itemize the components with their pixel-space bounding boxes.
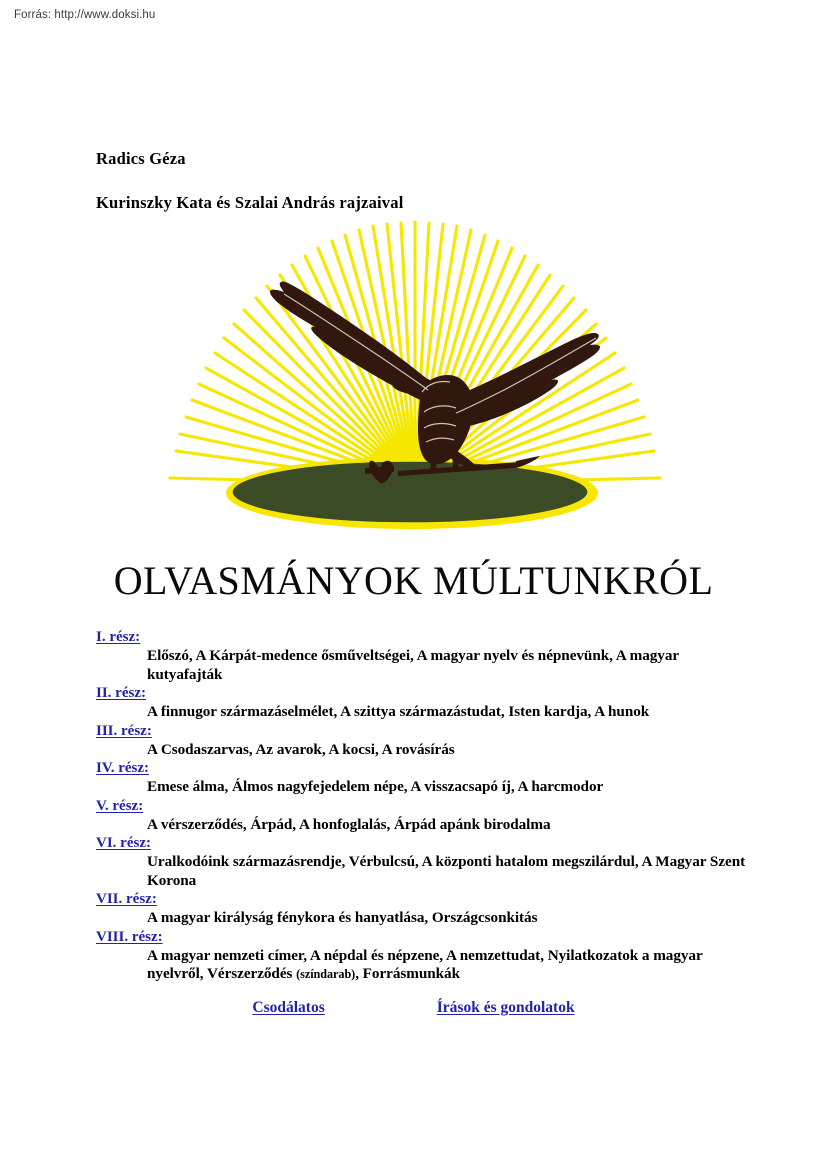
author-name: Radics Géza [96,149,186,168]
toc-entry-5 [96,797,746,835]
toc-entry-4 [96,759,746,797]
toc-link-part-3[interactable]: III. rész: [96,722,152,739]
toc-desc-part-8-note: (színdarab) [296,967,356,981]
footer-link-csodalatos[interactable]: Csodálatos [252,999,325,1016]
page-title: OLVASMÁNYOK MÚLTUNKRÓL [113,558,714,603]
toc-entry-6 [96,834,746,890]
toc-desc-part-8-text-a: A magyar nemzeti címer, A népdal és népzene, A nemzettudat, Nyilatkozatok a magyar nyelvről, Vérszerződés [147,946,703,982]
toc-desc-part-6: Uralkodóink származásrendje, Vérbulcsú, A központi hatalom megszilárdul, A Magyar Szent Korona [147,853,746,889]
toc-desc-part-5: A vérszerződés, Árpád, A honfoglalás, Árpád apánk birodalma [147,815,551,833]
toc-desc-part-4: Emese álma, Álmos nagyfejedelem népe, A visszacsapó íj, A harcmodor [147,778,604,795]
toc-link-part-5[interactable]: V. rész: [96,797,144,814]
toc-entry-3 [96,722,746,760]
toc-desc-part-8 [147,947,746,984]
toc-desc-part-3: A Csodaszarvas, Az avarok, A kocsi, A rovásírás [147,740,455,758]
cover-illustration [160,216,670,546]
illustrators-credit: Kurinszky Kata és Szalai András rajzaival [96,193,404,212]
toc-desc-part-1: Előszó, A Kárpát-medence ősműveltségei, A magyar nyelv és népnevünk, A magyar kutyafajták [147,647,679,683]
source-watermark: Forrás: http://www.doksi.hu [14,9,156,21]
toc-link-part-1[interactable]: I. rész: [96,629,141,645]
toc-link-part-6[interactable]: VI. rész: [96,835,151,851]
toc-entry-7 [96,890,746,928]
table-of-contents [96,628,746,984]
toc-entry-8 [96,928,746,984]
toc-desc-part-2: A finnugor származáselmélet, A szittya származástudat, Isten kardja, A hunok [147,703,650,720]
toc-link-part-8[interactable]: VIII. rész: [96,928,163,945]
toc-desc-part-7: A magyar királyság fénykora és hanyatlása, Országcsonkitás [147,909,538,926]
toc-link-part-2[interactable]: II. rész: [96,685,146,701]
toc-entry-1 [96,628,746,684]
footer-link-row [0,999,827,1017]
toc-entry-2 [96,684,746,722]
footer-link-irasok-es-gondolatok[interactable]: Írások és gondolatok [436,999,575,1016]
toc-link-part-7[interactable]: VII. rész: [96,891,157,907]
toc-link-part-4[interactable]: IV. rész: [96,760,150,776]
toc-desc-part-8-text-b: , Forrásmunkák [355,965,460,982]
